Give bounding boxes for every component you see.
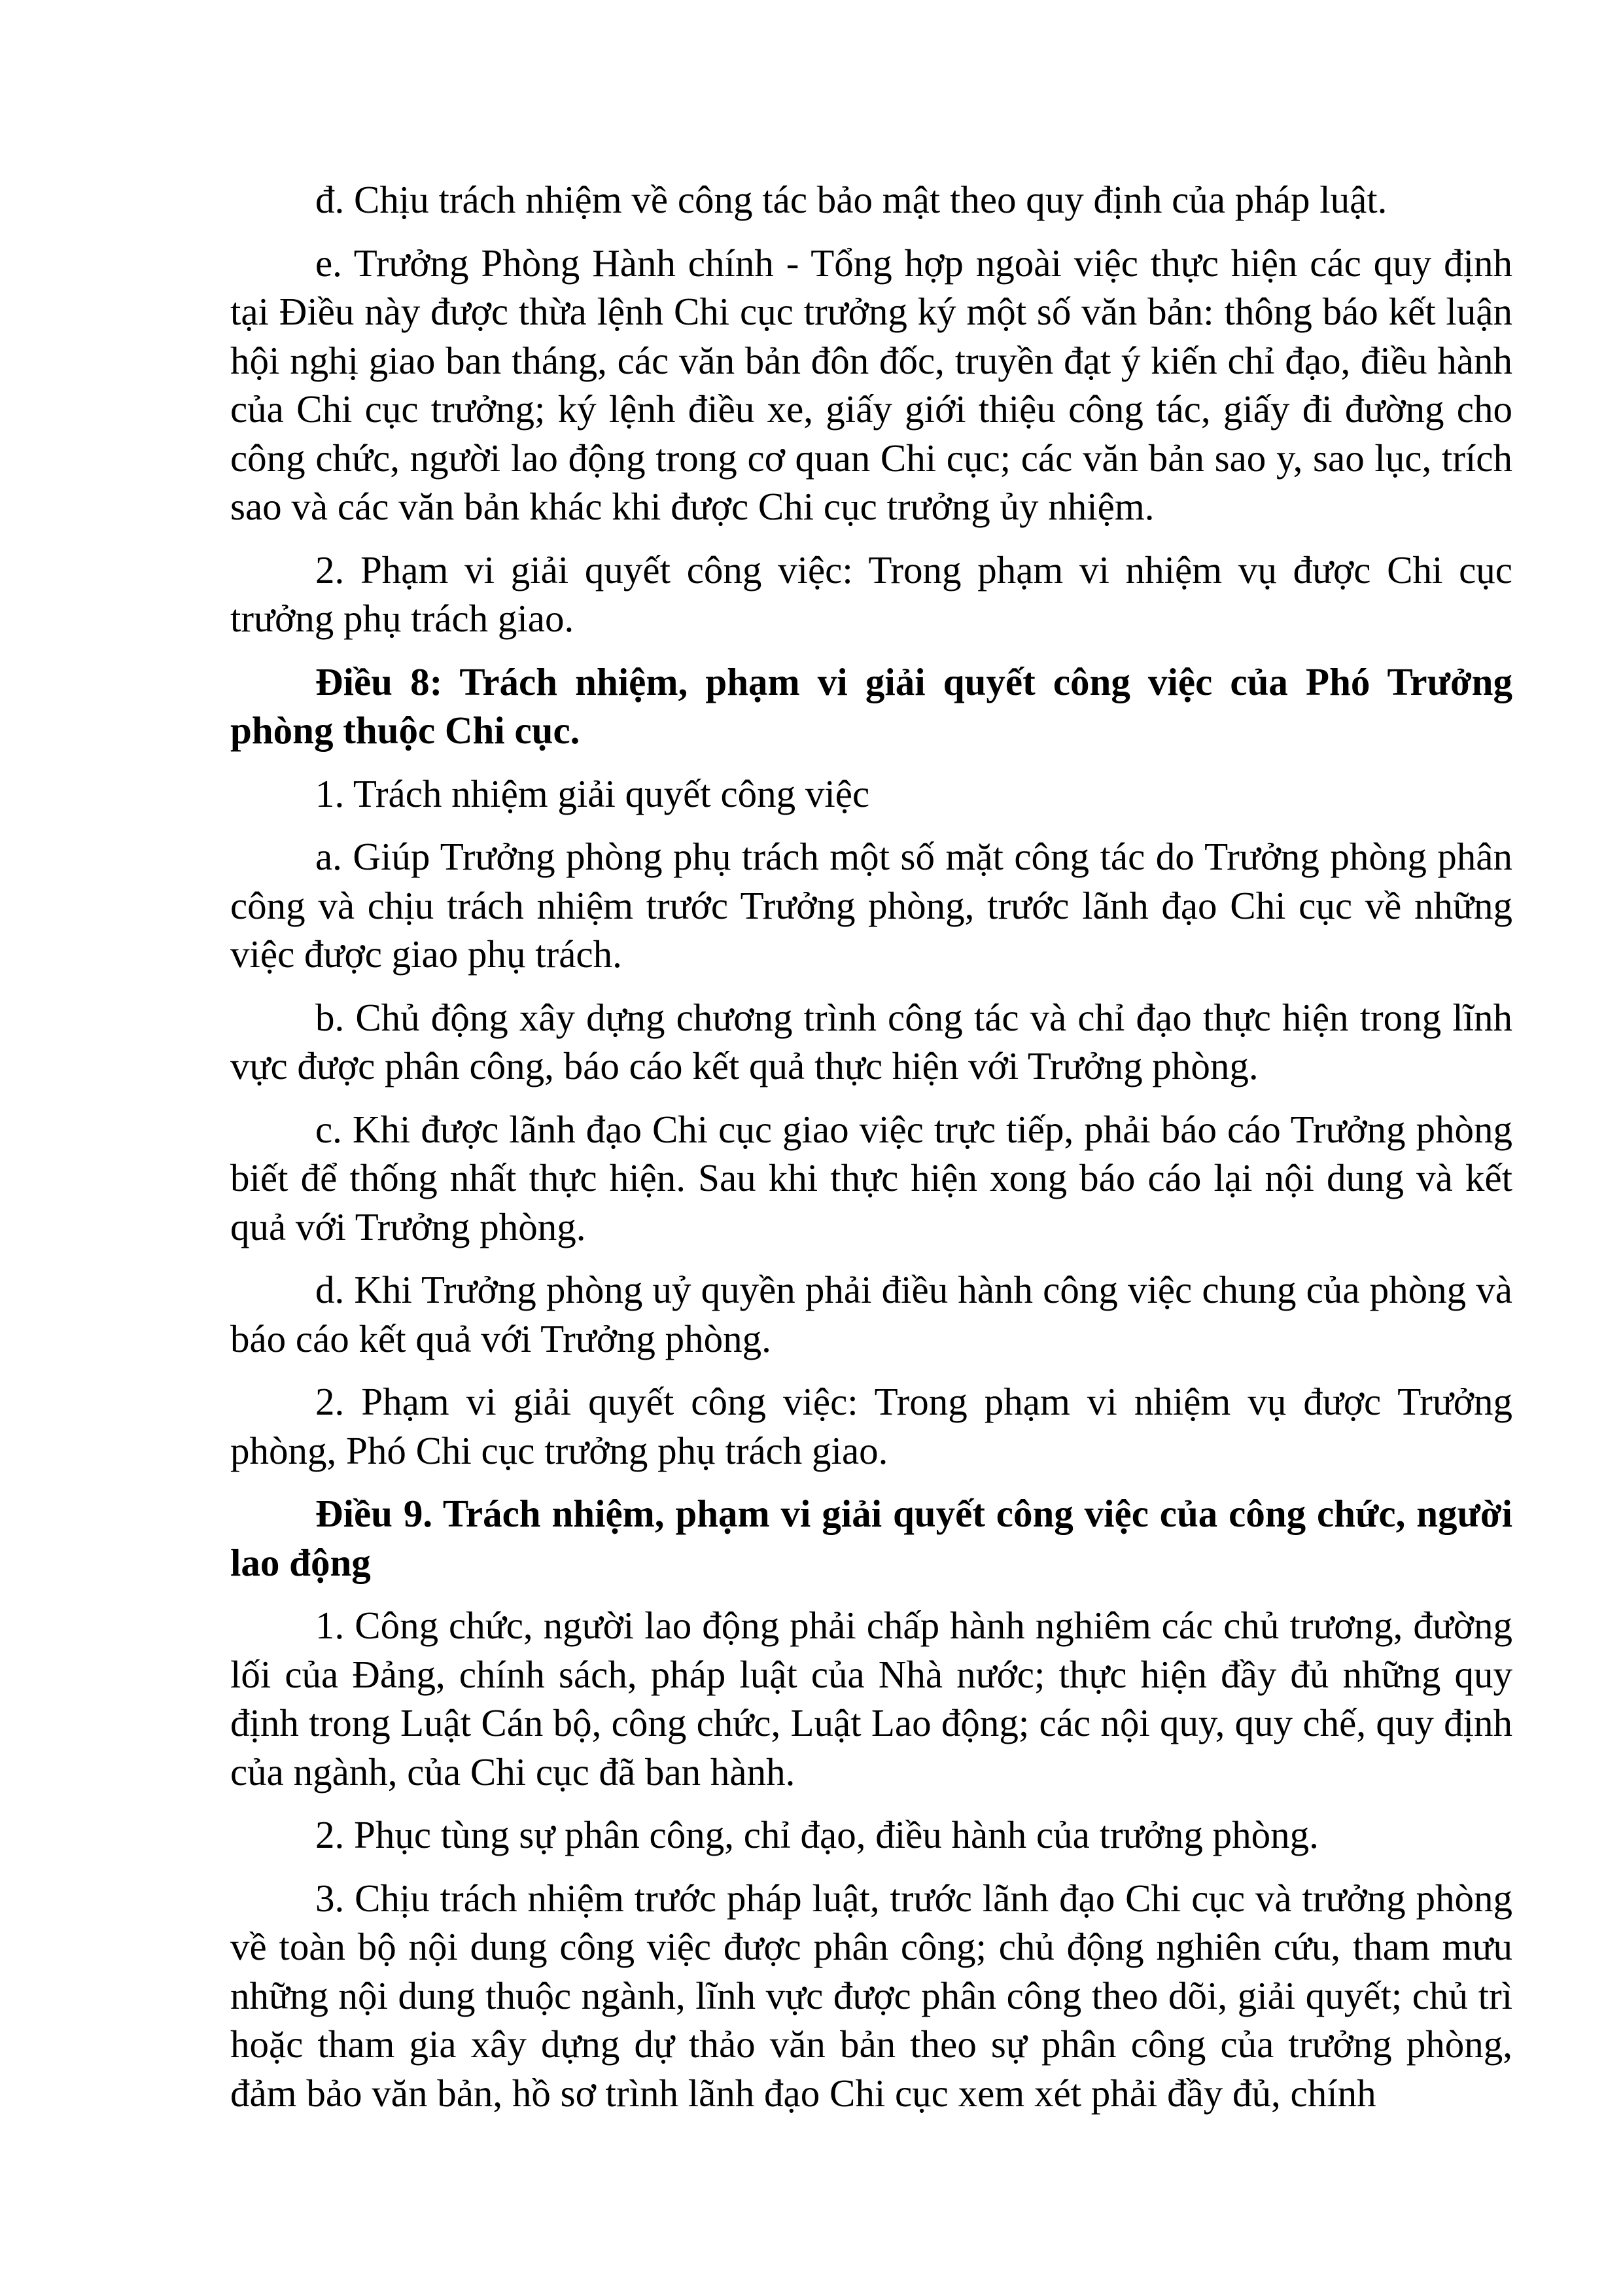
paragraph-a-assist: a. Giúp Trưởng phòng phụ trách một số mặt công tác do Trưởng phòng phân công và chịu trách nhiệm trước Trưởng phòng, trước lãnh đạo Chi cục về những việc được giao phụ trách.	[230, 835, 1512, 976]
document-page	[230, 175, 1512, 2132]
article-8-heading: Điều 8: Trách nhiệm, phạm vi giải quyết công việc của Phó Trưởng phòng thuộc Chi cục.	[230, 660, 1512, 752]
paragraph-3-accountability: 3. Chịu trách nhiệm trước pháp luật, trước lãnh đạo Chi cục và trưởng phòng về toàn bộ nội dung công việc được phân công; chủ động nghiên cứu, tham mưu những nội dung thuộc ngành, lĩnh vực được phân công theo dõi, giải quyết; chủ trì hoặc tham gia xây dựng dự thảo văn bản theo sự phân công của trưởng phòng, đảm bảo văn bản, hồ sơ trình lãnh đạo Chi cục xem xét phải đầy đủ, chính	[230, 1876, 1512, 2115]
paragraph-scope-of-work: 2. Phạm vi giải quyết công việc: Trong phạm vi nhiệm vụ được Chi cục trưởng phụ trách giao.	[230, 548, 1512, 640]
article-9-heading: Điều 9. Trách nhiệm, phạm vi giải quyết công việc của công chức, người lao động	[230, 1492, 1512, 1584]
paragraph-b-program: b. Chủ động xây dựng chương trình công tác và chỉ đạo thực hiện trong lĩnh vực được phân công, báo cáo kết quả thực hiện với Trưởng phòng.	[230, 995, 1512, 1087]
paragraph-d-confidentiality: đ. Chịu trách nhiệm về công tác bảo mật theo quy định của pháp luật.	[315, 178, 1387, 221]
paragraph-2-obey: 2. Phục tùng sự phân công, chỉ đạo, điều hành của trưởng phòng.	[315, 1813, 1319, 1856]
paragraph-e-head-admin: e. Trưởng Phòng Hành chính - Tổng hợp ngoài việc thực hiện các quy định tại Điều này được thừa lệnh Chi cục trưởng ký một số văn bản: thông báo kết luận hội nghị giao ban tháng, các văn bản đôn đốc, truyền đạt ý kiến chỉ đạo, điều hành của Chi cục trưởng; ký lệnh điều xe, giấy giới thiệu công tác, giấy đi đường cho công chức, người lao động trong cơ quan Chi cục; các văn bản sao y, sao lục, trích sao và các văn bản khác khi được Chi cục trưởng ủy nhiệm.	[230, 241, 1512, 528]
paragraph-responsibility-title: 1. Trách nhiệm giải quyết công việc	[315, 771, 870, 815]
paragraph-1-compliance: 1. Công chức, người lao động phải chấp hành nghiêm các chủ trương, đường lối của Đảng, chính sách, pháp luật của Nhà nước; thực hiện đầy đủ những quy định trong Luật Cán bộ, công chức, Luật Lao động; các nội quy, quy chế, quy định của ngành, của Chi cục đã ban hành.	[230, 1604, 1512, 1793]
paragraph-c-direct-task: c. Khi được lãnh đạo Chi cục giao việc trực tiếp, phải báo cáo Trưởng phòng biết để thống nhất thực hiện. Sau khi thực hiện xong báo cáo lại nội dung và kết quả với Trưởng phòng.	[230, 1107, 1512, 1248]
paragraph-d-delegation: d. Khi Trưởng phòng uỷ quyền phải điều hành công việc chung của phòng và báo cáo kết quả với Trưởng phòng.	[230, 1268, 1512, 1360]
paragraph-scope-deputy: 2. Phạm vi giải quyết công việc: Trong phạm vi nhiệm vụ được Trưởng phòng, Phó Chi cục trưởng phụ trách giao.	[230, 1380, 1512, 1472]
